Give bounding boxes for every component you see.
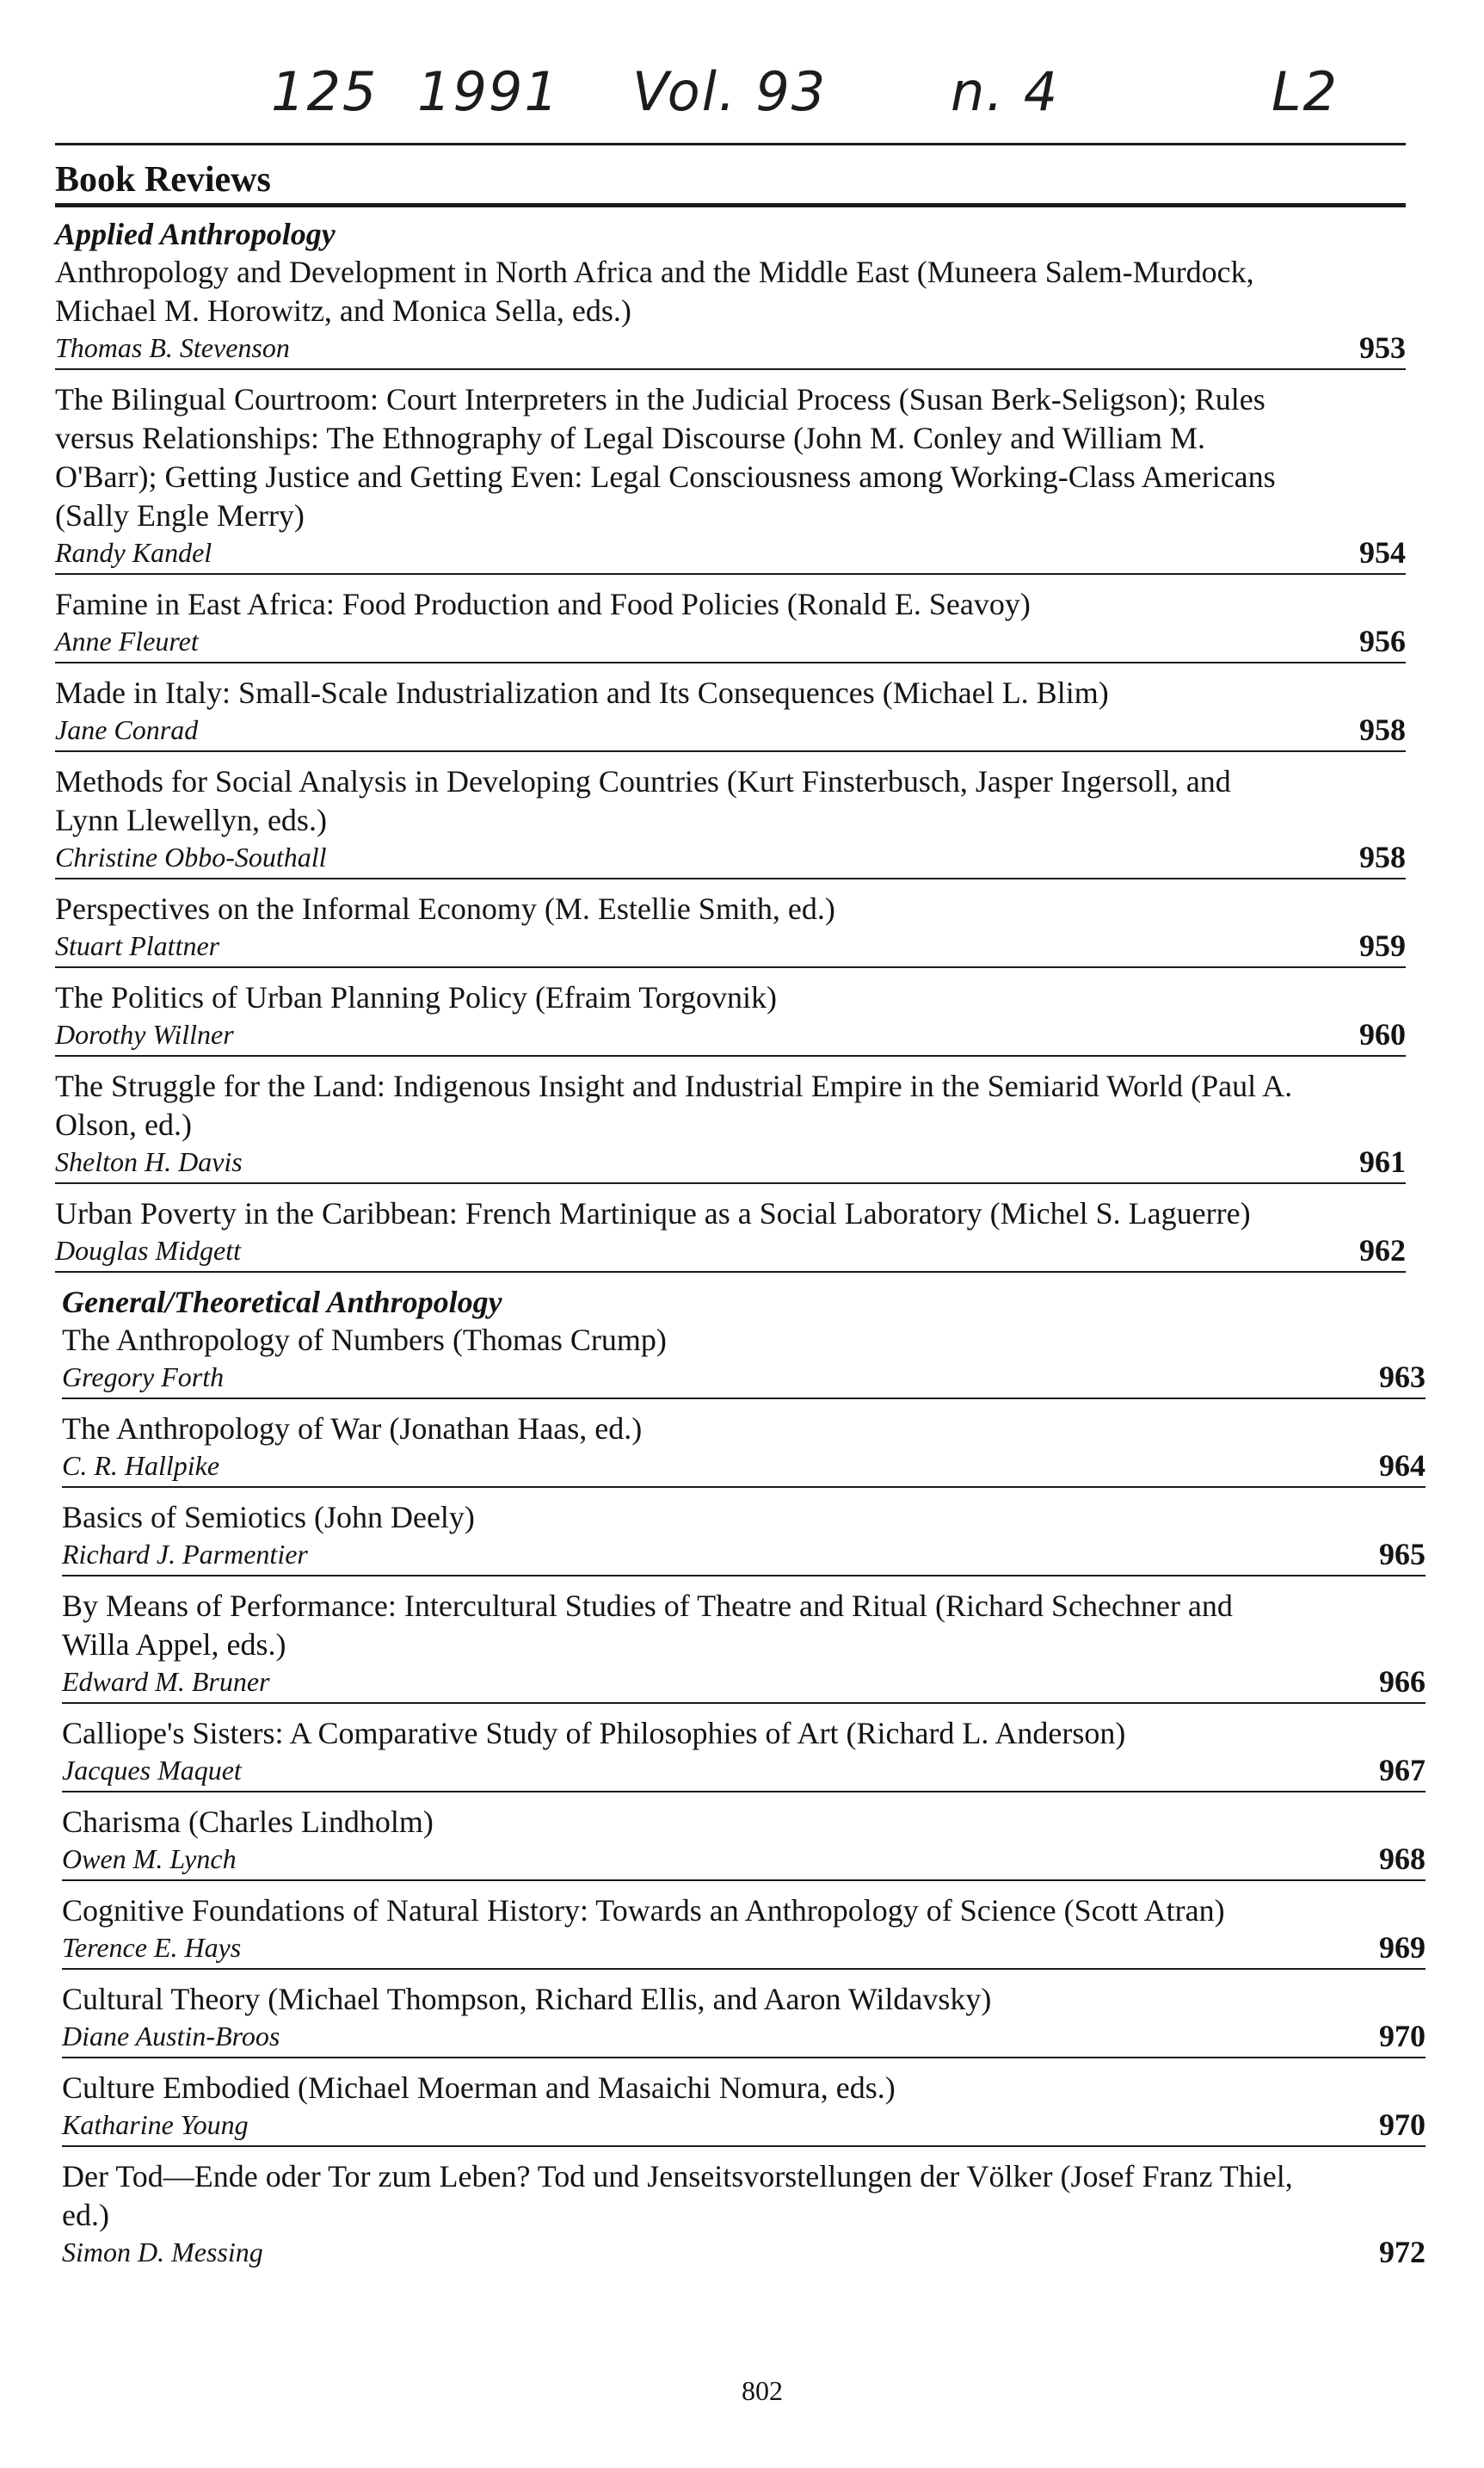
- book-title: Urban Poverty in the Caribbean: French Martinique as a Social Laboratory (Michel S. Laguerre): [55, 1196, 1251, 1231]
- review-entry: [62, 2157, 1426, 2273]
- handwritten-note: 125: [271, 60, 379, 123]
- book-title: Charisma (Charles Lindholm): [62, 1805, 434, 1839]
- reviewer-name: Dorothy Willner: [55, 1019, 234, 1050]
- review-entry: [62, 1891, 1426, 1970]
- book-title: By Means of Performance: Intercultural Studies of Theatre and Ritual (Richard Schechner and Willa Appel, eds.): [62, 1589, 1233, 1662]
- review-entry: [55, 890, 1406, 968]
- reviewer-name: Thomas B. Stevenson: [55, 332, 290, 363]
- book-title: The Politics of Urban Planning Policy (Efraim Torgovnik): [55, 980, 778, 1015]
- book-title: Cultural Theory (Michael Thompson, Richard Ellis, and Aaron Wildavsky): [62, 1982, 992, 2016]
- book-title: Made in Italy: Small-Scale Industrialization and Its Consequences (Michael L. Blim): [55, 676, 1109, 710]
- reviewer-name: Stuart Plattner: [55, 930, 220, 961]
- page-reference: 968: [1379, 1842, 1426, 1876]
- reviewer-name: Jacques Maquet: [62, 1755, 242, 1786]
- review-entry: [55, 253, 1406, 370]
- book-title: Calliope's Sisters: A Comparative Study of Philosophies of Art (Richard L. Anderson): [62, 1716, 1126, 1750]
- reviewer-name: Gregory Forth: [62, 1361, 225, 1392]
- category-heading: Applied Anthropology: [55, 217, 336, 251]
- book-title: The Struggle for the Land: Indigenous Insight and Industrial Empire in the Semiarid World (Paul A. Olson, ed.): [55, 1069, 1293, 1142]
- review-entry: [55, 585, 1406, 663]
- page-number: 802: [742, 2375, 783, 2406]
- reviewer-name: Owen M. Lynch: [62, 1843, 237, 1874]
- contents-list: [0, 215, 1484, 2283]
- category-block: [55, 215, 1406, 1273]
- page-reference: 964: [1379, 1448, 1426, 1483]
- review-entry: [55, 978, 1406, 1057]
- section-title: Book Reviews: [55, 160, 271, 200]
- reviewer-name: Richard J. Parmentier: [62, 1539, 308, 1570]
- review-entry: [62, 1803, 1426, 1881]
- page-reference: 958: [1359, 713, 1406, 747]
- page-reference: 972: [1379, 2235, 1426, 2269]
- review-entry: [55, 762, 1406, 879]
- reviewer-name: C. R. Hallpike: [62, 1450, 220, 1481]
- header-rule: [55, 203, 1406, 207]
- category-block: [62, 1283, 1426, 2273]
- page-reference: 961: [1359, 1145, 1406, 1179]
- review-entry: [62, 1321, 1426, 1399]
- page-reference: 970: [1379, 2107, 1426, 2142]
- reviewer-name: Christine Obbo-Southall: [55, 842, 327, 873]
- page-reference: 954: [1359, 535, 1406, 570]
- review-entry: [55, 674, 1406, 752]
- review-entry: [62, 1980, 1426, 2058]
- book-title: Basics of Semiotics (John Deely): [62, 1500, 475, 1534]
- book-title: Perspectives on the Informal Economy (M. Estellie Smith, ed.): [55, 892, 835, 926]
- reviewer-name: Jane Conrad: [55, 714, 199, 745]
- handwritten-note: 1991: [417, 60, 560, 123]
- page-reference: 959: [1359, 929, 1406, 963]
- review-entry: [55, 1067, 1406, 1184]
- book-title: Anthropology and Development in North Africa and the Middle East (Muneera Salem-Murdock, Michael M. Horowitz, and Monica Sella, eds.): [55, 255, 1254, 328]
- page-reference: 962: [1359, 1233, 1406, 1268]
- book-title: The Bilingual Courtroom: Court Interpreters in the Judicial Process (Susan Berk-Seligson); Rules versus Relationships: The Ethnography of Legal Discourse (John M. Conley and William M. O'Barr); Getting Justice and Getting Even: Legal Consciousness among Working-Class Americans (Sally Engle Merry): [55, 382, 1276, 533]
- page-reference: 956: [1359, 624, 1406, 658]
- reviewer-name: Randy Kandel: [55, 537, 212, 568]
- page-reference: 967: [1379, 1753, 1426, 1787]
- page-reference: 970: [1379, 2019, 1426, 2053]
- review-entry: [62, 1498, 1426, 1576]
- book-title: The Anthropology of Numbers (Thomas Crump): [62, 1323, 667, 1357]
- review-entry: [62, 1410, 1426, 1488]
- reviewer-name: Terence E. Hays: [62, 1932, 242, 1963]
- book-title: Der Tod—Ende oder Tor zum Leben? Tod und Jenseitsvorstellungen der Völker (Josef Franz Thiel, ed.): [62, 2159, 1293, 2232]
- page-reference: 953: [1359, 330, 1406, 365]
- book-title: Cognitive Foundations of Natural History: Towards an Anthropology of Science (Scott Atran): [62, 1893, 1225, 1928]
- page-reference: 960: [1359, 1017, 1406, 1052]
- handwritten-note: Vol. 93: [632, 60, 828, 123]
- reviewer-name: Anne Fleuret: [55, 626, 199, 657]
- reviewer-name: Edward M. Bruner: [62, 1666, 270, 1697]
- review-entry: [55, 380, 1406, 575]
- book-title: Methods for Social Analysis in Developing Countries (Kurt Finsterbusch, Jasper Ingersoll, and Lynn Llewellyn, eds.): [55, 764, 1231, 837]
- book-title: Culture Embodied (Michael Moerman and Masaichi Nomura, eds.): [62, 2070, 896, 2105]
- review-entry: [55, 1194, 1406, 1273]
- book-title: The Anthropology of War (Jonathan Haas, ed.): [62, 1411, 643, 1446]
- page-reference: 963: [1379, 1360, 1426, 1394]
- page-reference: 958: [1359, 840, 1406, 874]
- handwritten-note: n. 4: [951, 60, 1060, 123]
- book-title: Famine in East Africa: Food Production and Food Policies (Ronald E. Seavoy): [55, 587, 1031, 621]
- handwritten-note: L2: [1272, 60, 1339, 123]
- reviewer-name: Simon D. Messing: [62, 2237, 263, 2267]
- page-reference: 969: [1379, 1930, 1426, 1965]
- reviewer-name: Shelton H. Davis: [55, 1146, 243, 1177]
- reviewer-name: Diane Austin-Broos: [62, 2021, 280, 2052]
- top-rule: [55, 143, 1406, 145]
- page-reference: 965: [1379, 1537, 1426, 1571]
- review-entry: [62, 2069, 1426, 2147]
- review-entry: [62, 1714, 1426, 1792]
- review-entry: [62, 1587, 1426, 1704]
- reviewer-name: Katharine Young: [62, 2109, 249, 2140]
- reviewer-name: Douglas Midgett: [55, 1235, 241, 1266]
- category-heading: General/Theoretical Anthropology: [62, 1285, 502, 1319]
- page-reference: 966: [1379, 1664, 1426, 1699]
